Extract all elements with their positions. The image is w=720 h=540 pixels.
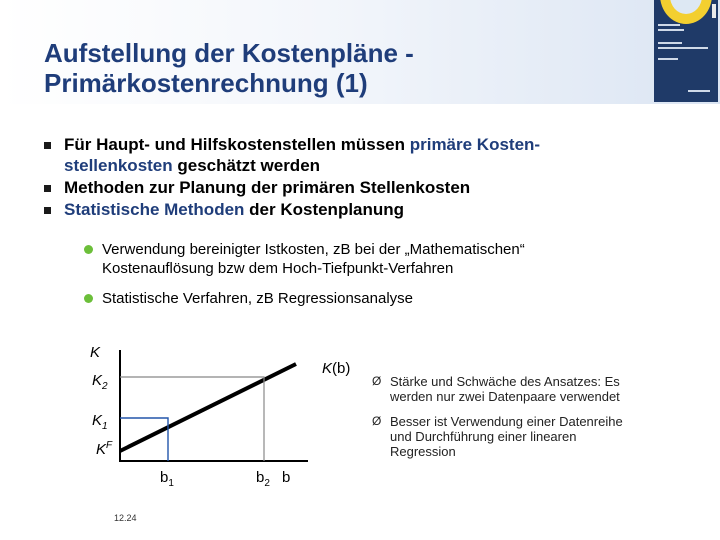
kf-sup: F bbox=[106, 440, 113, 451]
bullet-text: Für Haupt- und Hilfskostenstellen müssen bbox=[64, 135, 410, 154]
cost-function-main: K bbox=[322, 360, 333, 377]
k1-sub: 1 bbox=[102, 421, 108, 432]
arrow-bullet-icon: Ø bbox=[372, 414, 382, 428]
kf-label bbox=[96, 440, 112, 458]
sub-bullet-text: Statistische Verfahren, zB Regressionsanalyse bbox=[102, 290, 413, 307]
bullet-highlight: stellenkosten bbox=[64, 156, 173, 175]
bullet-highlight: Statistische Methoden bbox=[64, 200, 245, 219]
sub-bullet-item bbox=[84, 240, 664, 278]
bullet-text: der Kostenplanung bbox=[244, 200, 405, 219]
book-cover-line bbox=[658, 42, 682, 44]
sub-bullet-text: Verwendung bereinigter Istkosten, zB bei der „Mathematischen“ bbox=[102, 241, 525, 258]
note-text: Besser ist Verwendung einer Datenreihe bbox=[390, 414, 623, 429]
note-text: werden nur zwei Datenpaare verwendet bbox=[390, 389, 620, 404]
b1-label bbox=[160, 469, 174, 489]
k1-main: K bbox=[92, 412, 103, 429]
kf-main: K bbox=[96, 441, 107, 458]
bullet-text: Methoden zur Planung der primären Stellenkosten bbox=[64, 178, 471, 197]
page-title bbox=[44, 38, 604, 98]
note-item bbox=[372, 414, 692, 459]
sub-bullet-list bbox=[84, 240, 664, 308]
b2-main: b bbox=[256, 469, 265, 486]
book-cover-line bbox=[658, 29, 684, 31]
bullet-highlight: primäre Kosten- bbox=[409, 135, 541, 154]
book-cover-line bbox=[658, 58, 678, 60]
arrow-bullet-icon: Ø bbox=[372, 374, 382, 388]
b1-sub: 1 bbox=[168, 478, 174, 489]
k2-sub: 2 bbox=[102, 381, 108, 392]
round-bullet-icon bbox=[84, 294, 93, 303]
square-bullet-icon bbox=[44, 185, 51, 192]
k2-main: K bbox=[92, 372, 103, 389]
note-text: und Durchführung einer linearen bbox=[390, 429, 577, 444]
k2-label bbox=[92, 372, 108, 392]
b2-label bbox=[256, 469, 270, 489]
title-line-1: Aufstellung der Kostenpläne - bbox=[44, 38, 414, 68]
y-axis-label: K bbox=[90, 344, 101, 361]
k2-b2-guide bbox=[120, 377, 264, 461]
b2-sub: 2 bbox=[264, 478, 270, 489]
bullet-text: geschätzt werden bbox=[172, 156, 321, 175]
note-item bbox=[372, 374, 692, 404]
bullet-item bbox=[44, 177, 684, 198]
b1-main: b bbox=[160, 469, 169, 486]
book-cover-line bbox=[658, 47, 708, 49]
bullet-item bbox=[44, 199, 684, 220]
book-cover-tab bbox=[712, 4, 716, 18]
bullet-item bbox=[44, 134, 684, 176]
book-cover-image bbox=[654, 0, 718, 102]
note-text: Regression bbox=[390, 444, 456, 459]
cost-function-line bbox=[120, 364, 296, 451]
k1-label bbox=[92, 412, 108, 432]
square-bullet-icon bbox=[44, 207, 51, 214]
sub-bullet-text: Kostenauflösung bzw dem Hoch-Tiefpunkt-Verfahren bbox=[102, 260, 454, 277]
page-number: 12.24 bbox=[114, 513, 137, 523]
main-bullet-list bbox=[44, 134, 684, 221]
square-bullet-icon bbox=[44, 142, 51, 149]
title-line-2: Primärkostenrechnung (1) bbox=[44, 68, 368, 98]
book-cover-line bbox=[688, 90, 710, 92]
notes-list bbox=[372, 374, 692, 469]
round-bullet-icon bbox=[84, 245, 93, 254]
cost-function-arg: (b) bbox=[332, 360, 351, 377]
x-axis-label: b bbox=[282, 469, 291, 486]
note-text: Stärke und Schwäche des Ansatzes: Es bbox=[390, 374, 620, 389]
sub-bullet-item bbox=[84, 289, 664, 308]
book-cover-line bbox=[658, 24, 680, 26]
cost-function-label bbox=[322, 360, 350, 377]
k1-b1-guide bbox=[120, 418, 168, 461]
